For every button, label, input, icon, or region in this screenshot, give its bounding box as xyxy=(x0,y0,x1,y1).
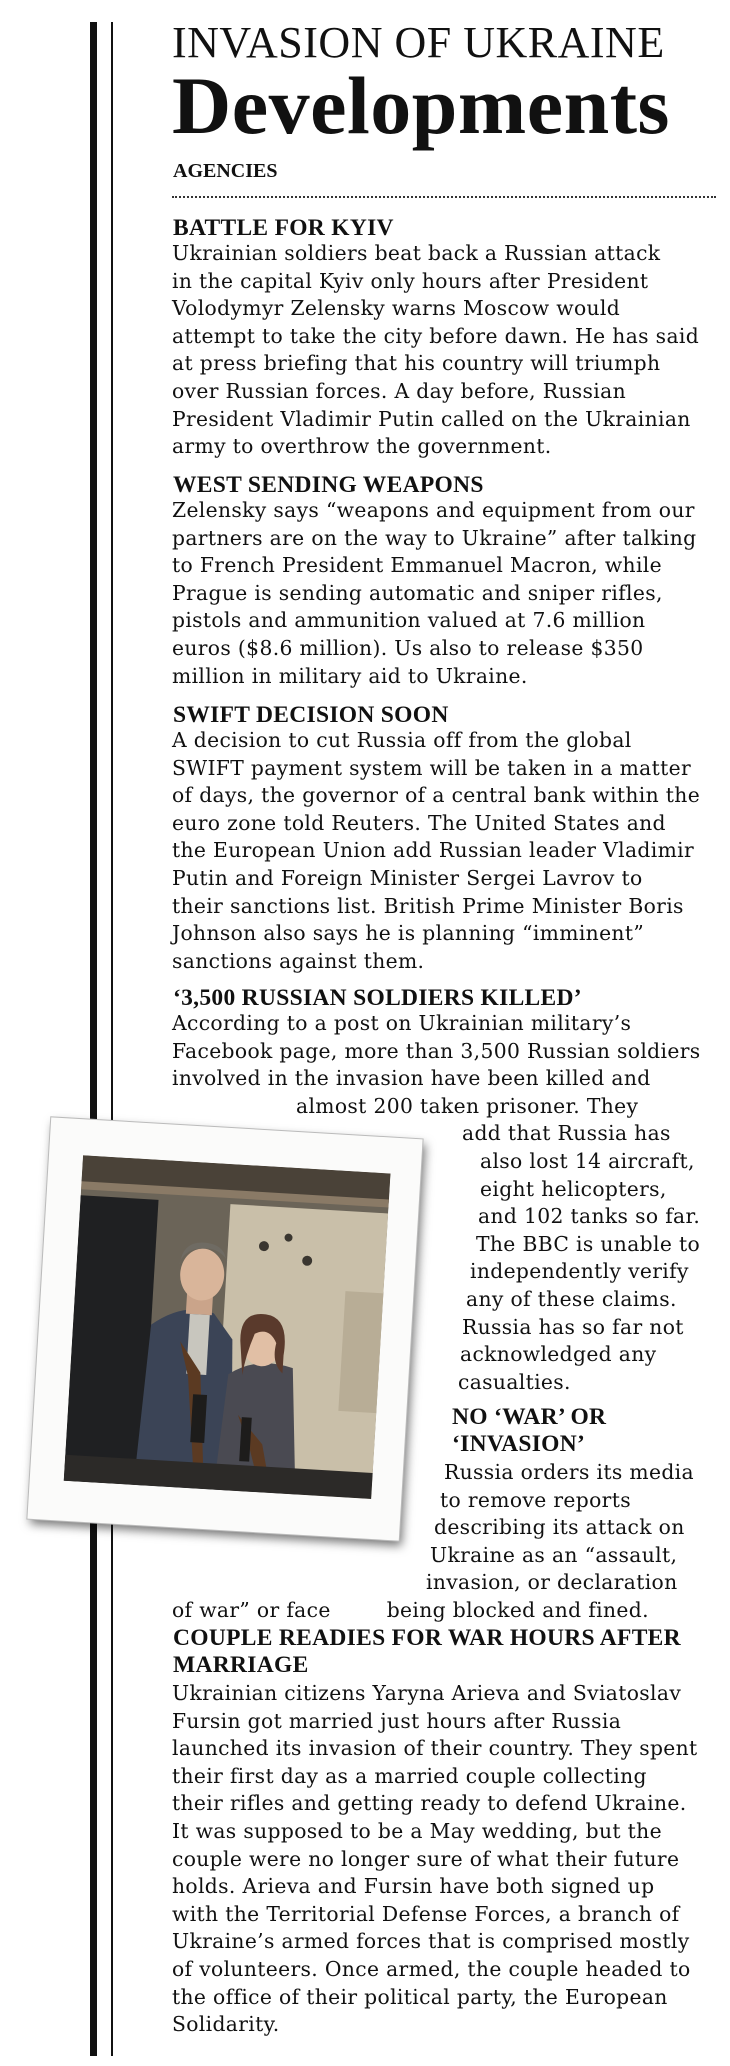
section-heading-west-sending-weapons: WEST SENDING WEAPONS xyxy=(173,472,484,498)
section-body-soldiers-killed: According to a post on Ukrainian military’s Facebook page, more than 3,500 Russian soldiers involved in the invasion have been killed and almost 200 taken prisoner. They add that Russia has also lost 14 aircraft, eight helicopters, and 102 tanks so far. The BBC is unable to independently verify any of these claims. Russia has so far not acknowledged any casualties. xyxy=(172,1011,701,1394)
section-heading-swift-decision-soon: SWIFT DECISION SOON xyxy=(173,702,449,728)
section-body-couple-readies: Ukrainian citizens Yaryna Arieva and Sviatoslav Fursin got married just hours after Russia launched its invasion of their country. They spent their first day as a married couple collecting their rifles and getting ready to defend Ukraine. It was supposed to be a May wedding, but the couple were no longer sure of what their future holds. Arieva and Fursin have both signed up with the Territorial Defense Forces, a branch of Ukraine’s armed forces that is comprised mostly of volunteers. Once armed, the couple headed to the office of their political party, the European Solidarity. xyxy=(172,1681,698,2037)
byline: AGENCIES xyxy=(173,160,278,182)
section-kicker: INVASION OF UKRAINE xyxy=(172,18,665,67)
column-rule-thin xyxy=(111,22,113,2056)
column-rule-thick xyxy=(90,22,97,2056)
section-heading-couple-readies: COUPLE READIES FOR WAR HOURS AFTER MARRIAGE xyxy=(173,1625,681,1678)
couple-photo-image xyxy=(64,1155,391,1499)
section-body-west-sending-weapons: Zelensky says “weapons and equipment from our partners are on the way to Ukraine” after talking to French President Emmanuel Macron, while Prague is sending automatic and sniper rifles, pistols and ammunition valued at 7.6 million euros ($8.6 million). Us also to release $350 million in military aid to Ukraine. xyxy=(172,498,697,688)
dotted-divider xyxy=(172,196,716,198)
section-heading-soldiers-killed: ‘3,500 RUSSIAN SOLDIERS KILLED’ xyxy=(173,985,582,1011)
section-heading-battle-for-kyiv: BATTLE FOR KYIV xyxy=(173,215,394,241)
section-heading-no-war-or-invasion: NO ‘WAR’ OR ‘INVASION’ xyxy=(452,1404,607,1457)
section-body-battle-for-kyiv: Ukrainian soldiers beat back a Russian attack in the capital Kyiv only hours after President Volodymyr Zelensky warns Moscow would attempt to take the city before dawn. He has said at press briefing that his country will triumph over Russian forces. A day before, Russian President Vladimir Putin called on the Ukrainian army to overthrow the government. xyxy=(172,241,700,459)
section-body-no-war-or-invasion: Russia orders its media to remove reports describing its attack on Ukraine as an “assault, invasion, or declaration of war” or face being blocked and fined. xyxy=(172,1460,694,1622)
headline: Developments xyxy=(172,60,670,151)
section-body-swift-decision-soon: A decision to cut Russia off from the global SWIFT payment system will be taken in a matter of days, the governor of a central bank within the euro zone told Reuters. The United States and the European Union add Russian leader Vladimir Putin and Foreign Minister Sergei Lavrov to their sanctions list. British Prime Minister Boris Johnson also says he is planning “imminent” sanctions against them. xyxy=(172,728,701,973)
couple-photo xyxy=(27,1117,422,1540)
